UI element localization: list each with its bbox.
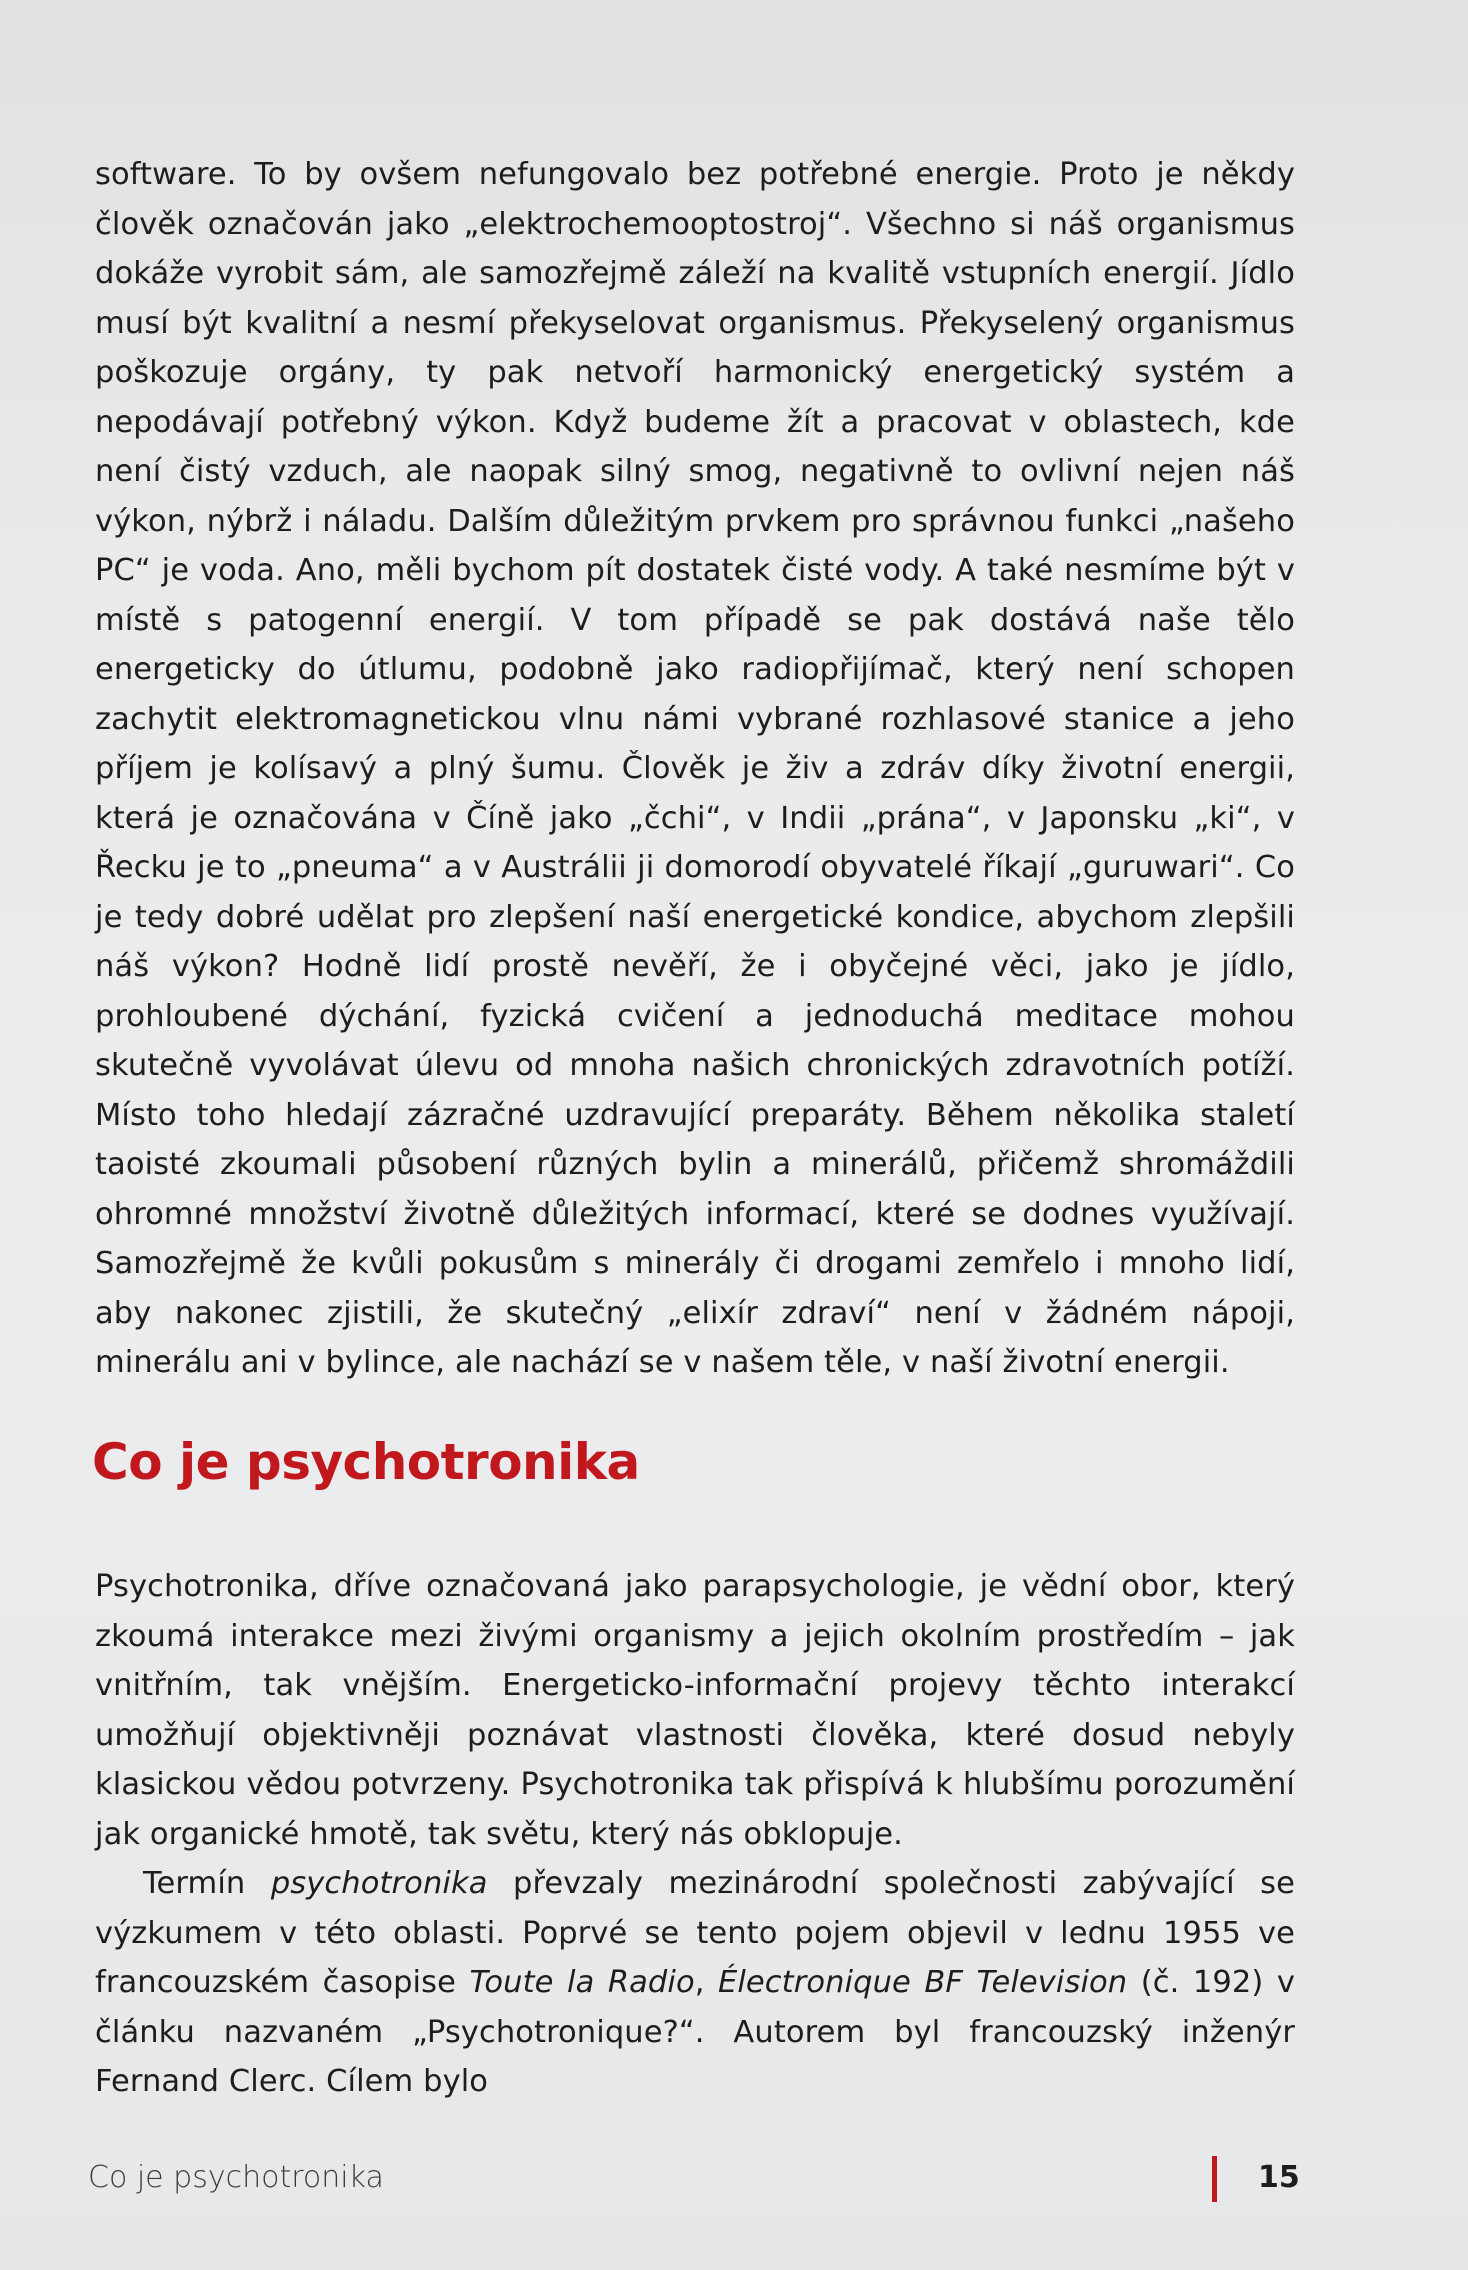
- section-heading: Co je psychotronika: [92, 1433, 640, 1491]
- magazine-title-2: Électronique BF Television: [717, 1965, 1128, 2000]
- section-text-block: [95, 1562, 1295, 2107]
- intro-paragraph: software. To by ovšem nefungovalo bez potřebné energie. Proto je někdy člověk označován jako „elektrochemooptostroj“. Všechno si náš organismus dokáže vyrobit sám, ale samozřejmě záleží na kvalitě vstupních energií. Jídlo musí být kvalitní a nesmí překyselovat organismus. Překyselený organismus poškozuje orgány, ty pak netvoří harmonický energetický systém a nepodávají potřebný výkon. Když budeme žít a pracovat v oblastech, kde není čistý vzduch, ale naopak silný smog, negativně to ovlivní nejen náš výkon, nýbrž i náladu. Dalším důležitým prvkem pro správnou funkci „našeho PC“ je voda. Ano, měli bychom pít dostatek čisté vody. A také nesmíme být v místě s patogenní energií. V tom případě se pak dostává naše tělo energeticky do útlumu, podobně jako radiopřijímač, který není schopen zachytit elektromagnetickou vlnu námi vybrané rozhlasové stanice a jeho příjem je kolísavý a plný šumu. Člověk je živ a zdráv díky životní energii, která je označována v Číně jako „čchi“, v Indii „prána“, v Japonsku „ki“, v Řecku je to „pneuma“ a v Austrálii ji domorodí obyvatelé říkají „guruwari“. Co je tedy dobré udělat pro zlepšení naší energetické kondice, abychom zlepšili náš výkon? Hodně lidí prostě nevěří, že i obyčejné věci, jako je jídlo, prohloubené dýchání, fyzická cvičení a jednoduchá meditace mohou skutečně vyvolávat úlevu od mnoha našich chronických zdravotních potíží. Místo toho hledají zázračné uzdravující preparáty. Během několika staletí taoisté zkoumali působení různých bylin a minerálů, přičemž shromáždili ohromné množství životně důležitých informací, které se dodnes využívají. Samozřejmě že kvůli pokusům s minerály či drogami zemřelo i mnoho lidí, aby nakonec zjistili, že skutečný „elixír zdraví“ není v žádném nápoji, minerálu ani v bylince, ale nachází se v našem těle, v naší životní energii.: [95, 157, 1295, 1380]
- paragraph-2-part-4: (č. 192) v článku nazvaném „Psychotronique?“. Autorem byl francouzský inženýr Fernand Clerc. Cílem bylo: [95, 1965, 1295, 2099]
- page-number: 15: [1258, 2160, 1300, 2195]
- section-paragraph-1: Psychotronika, dříve označovaná jako parapsychologie, je vědní obor, který zkoumá interakce mezi živými organismy a jejich okolním prostředím – jak vnitřním, tak vnějším. Energeticko-informační projevy těchto interakcí umožňují objektivněji poznávat vlastnosti člověka, které dosud nebyly klasickou vědou potvrzeny. Psychotronika tak přispívá k hlubšímu porozumění jak organické hmotě, tak světu, který nás obklopuje.: [95, 1569, 1295, 1852]
- intro-text-block: [95, 150, 1295, 1388]
- footer-divider-bar: [1212, 2156, 1217, 2202]
- section-paragraph-2: [95, 1859, 1295, 2107]
- paragraph-2-part-2: převzaly mezinárodní společnosti zabývající se výzkumem v této oblasti. Poprvé se tento pojem objevil v lednu 1955 ve francouzském časopise: [95, 1866, 1295, 2000]
- term-psychotronika: psychotronika: [270, 1866, 488, 1901]
- paragraph-2-part-3: ,: [694, 1965, 718, 2000]
- paragraph-2-part-1: Termín: [143, 1866, 271, 1901]
- footer-running-title: Co je psychotronika: [88, 2160, 384, 2195]
- magazine-title-1: Toute la Radio: [469, 1965, 695, 2000]
